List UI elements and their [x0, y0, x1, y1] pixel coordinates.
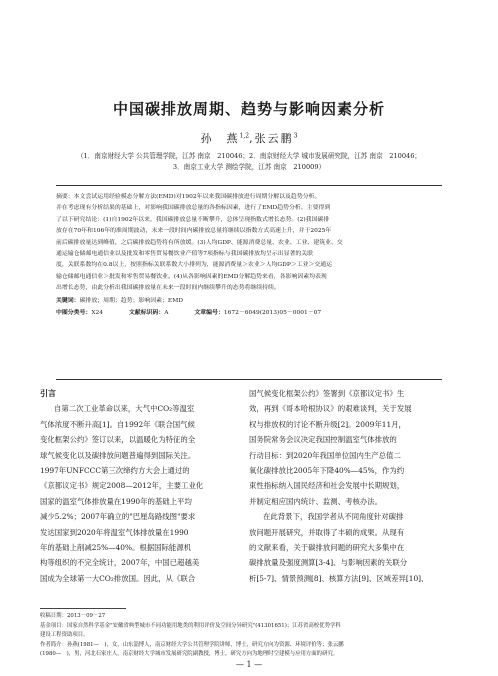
body-line: 构等组织的不完全统计，2007年，中国已超越美 — [40, 558, 200, 568]
abstract-line: 放存在70年和106年的准周期波动，未来一段时间内碳排放总量将继续以指数方式高速上升，并于2025年 — [56, 228, 332, 235]
footnote-line: 收稿日期：2013－09－27 — [40, 613, 106, 619]
doc-code-label: 文献标识码： — [128, 308, 165, 316]
body-line: 气体浓度不断升高[1]。自1992年《联合国气候 — [40, 419, 195, 429]
article-no-value: 1672－6049(2013)05－0001－07 — [223, 309, 322, 316]
abstract-line: 出增长态势，由此分析出我国碳排放量在未来一段时间内继续攀升的态势将继续持续。 — [56, 285, 280, 292]
affiliation-line: （1．南京财经大学 公共管理学院，江苏 南京 210046；2．南京财经大学 城市发展研究院，江苏 南京 210046； — [76, 152, 422, 160]
affiliation-line: 3．南京工业大学 测绘学院，江苏 南京 210009） — [172, 163, 326, 171]
doc-code-value: A — [164, 309, 169, 316]
keywords-label: 关键词： — [56, 296, 80, 304]
keywords-value: 碳排放；周期；趋势；影响因素；EMD — [79, 297, 183, 304]
classification-row — [56, 307, 442, 319]
body-line: 在此背景下，我国学者从不同角度针对碳排 — [263, 512, 404, 522]
clc-label: 中图分类号： — [56, 308, 92, 316]
body-line: 效，再到《哥本哈根协议》的艰难谈判，关于发展 — [249, 404, 412, 414]
author-1: 孙 燕 — [200, 132, 240, 145]
abstract-line: 了以下研究结论：(1)自1902年以来，我国碳排放总量不断攀升，总体呈现指数式增长态势。(2)我国碳排 — [56, 216, 330, 223]
footnote-rule — [40, 608, 126, 609]
body-line: 《京都议定书》规定2008—2012年，主要工业化 — [40, 481, 204, 491]
author-2: 张云鹏 — [254, 132, 294, 145]
abstract-line: 度，关联系数均在0.8以上，按照指标关联系数大小排列为，能源消费量＞农业＞人均GDP＞工业＞交通运 — [56, 262, 333, 269]
body-line: 行动目标：到2020年我国单位国内生产总值二 — [249, 450, 401, 460]
author-1-affiliation-mark: 1,2 — [239, 132, 250, 140]
page-number: — 1 — — [235, 660, 263, 669]
footnote-line: 作者简介：孙燕(1981— )，女，山东淄博人，南京财经大学公共管理学院讲师，博士，研究方向为资源、环境评价等；张云鹏 — [40, 641, 344, 648]
author-line — [0, 130, 498, 146]
footnote-line: 建设工程资助项目。 — [40, 632, 89, 638]
body-column-right — [249, 386, 459, 586]
body-line: 自第二次工业革命以来，大气中CO₂等温室 — [54, 404, 195, 414]
abstract-line: 并在考虑现有分析结果的基础上，对影响我国碳排放总量的各指标因素，进行了EMD趋势分析。主要得到 — [56, 205, 331, 212]
body-line: 的文献来看，关于碳排放问题的研究大多集中在 — [249, 542, 405, 552]
body-line: 年的基础上削减25%—40%。根据国际能源机 — [40, 542, 192, 552]
body-line: 1997年UNFCCC第三次缔约方大会上通过的 — [40, 465, 190, 475]
footnotes — [40, 612, 460, 660]
abstract-line: 摘要：本文尝试运用经验模态分解方法(EMD)对1902年以来我国碳排放进行周期分解以及趋势分析。 — [56, 194, 321, 200]
abstract-line: 通运输仓储邮电通信业以及批发和零售贸易餐饮业产值等7项指标与我国碳排放均呈示出显著的关联 — [56, 250, 314, 257]
abstract-line: 输仓储邮电通信业＞批发和零售贸易餐饮业。(4)从各影响因素的EMD分解趋势来看，各影响因素均表现 — [56, 273, 327, 280]
footnote-line: 基金项目：国家自然科学基金"安徽省典型城市不同功能用地类的利用评价及空间分异研究"(41301651)；江苏省高校优势学科 — [40, 622, 341, 629]
body-line: 发达国家到2020年将温室气体排放量在1990 — [40, 527, 189, 537]
body-line: 权与排放权的讨论不断升级[2]。2009年11月， — [249, 419, 406, 429]
author-separator: , — [249, 132, 255, 145]
body-line: 球气候变化以及碳排放问题普遍得到国际关注。 — [40, 450, 196, 460]
body-line: 放问题开展研究，并取得了丰硕的成果。从现有 — [249, 527, 405, 537]
abstract-line: 前后碳排放量达到峰值，之后碳排放趋势将有所放缓。(3)人均GDP、能源消费总量、农业、工业、建筑业、交 — [56, 239, 343, 246]
author-2-affiliation-mark: 3 — [293, 132, 298, 140]
body-line: 碳排放量及强度测算[3-4]、与影响因素的关联分 — [249, 558, 408, 568]
body-line: 析[5-7]、情景预测[8]、核算方法[9]、区域差异[10]、 — [249, 573, 429, 583]
clc-value: X24 — [91, 309, 104, 316]
body-line: 国气候变化框架公约》签署到《京都议定书》生 — [249, 389, 405, 398]
paper-title: 中国碳排放周期、趋势与影响因素分析 — [112, 100, 385, 118]
abstract-top-rule — [56, 185, 442, 186]
body-line: 减少5.2%；2007年确立的"巴厘岛路线图"要求 — [40, 512, 196, 522]
body-line: 氧化碳排放比2005年下降40%—45%，作为约 — [249, 465, 405, 475]
footnote-line: (1980— )，男，河北石家庄人，南京财经大学城市发展研究院副教授，博士，研究方向为地理时空建模与应用方面的研究。 — [40, 651, 339, 657]
body-column-left — [40, 386, 250, 586]
body-line: 束性指标纳入国民经济和社会发展中长期规划， — [249, 481, 405, 491]
keywords-row — [56, 295, 442, 307]
abstract-bottom-rule — [56, 379, 442, 380]
body-line: 国务院常务会议决定我国控制温室气体排放的 — [249, 435, 397, 445]
body-line: 变化框架公约》签订以来，以温暖化为特征的全 — [40, 435, 196, 445]
body-line: 国成为全球第一大CO₂排放国。因此，从《联合 — [40, 573, 196, 583]
section-heading: 引言 — [40, 388, 56, 398]
body-line: 国家的温室气体排放量在1990年的基础上平均 — [40, 496, 192, 506]
abstract — [56, 192, 442, 319]
body-line: 并制定相应国内统计、监测、考核办法。 — [249, 496, 383, 506]
article-no-label: 文章编号： — [194, 308, 224, 316]
